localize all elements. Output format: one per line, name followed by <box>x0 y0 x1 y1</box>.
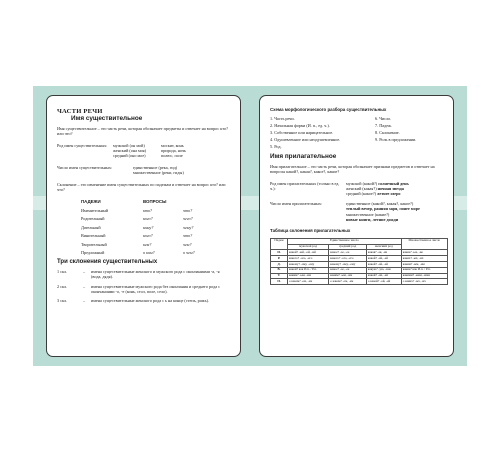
case-q1: кем? <box>143 241 152 247</box>
table-cell: И. <box>271 250 288 256</box>
number-singular: единственное (река, гид) <box>133 164 178 170</box>
adj-number-plural-example: новые книги, летние дожди <box>346 217 399 223</box>
schema-step: 2. Начальная форма (И. п., ед. ч.). <box>270 123 330 129</box>
table-cell: какого? -ого, -его <box>329 256 367 262</box>
declension-dash: – <box>83 298 86 304</box>
declension-3 <box>57 298 232 303</box>
adj-gender-m: мужской (какой?) <box>346 180 378 186</box>
case-q1: кого? <box>143 233 153 239</box>
case-q1: о ком? <box>143 249 155 255</box>
schema-step: 5. Род. <box>270 143 282 149</box>
declension-text: имена существительные мужского рода без окончания и среднего рода с окончаниями -о, -е (конь, стол, поле, село). <box>91 283 221 294</box>
table-header-plural: Множественное число <box>401 238 447 250</box>
cases-table <box>81 198 232 257</box>
table-cell: каким? -ым, -им <box>401 262 447 268</box>
adjective-gender <box>270 181 445 197</box>
table-cell: каким? -ым, -им <box>288 273 329 279</box>
table-cell: какому? -ому, -ему <box>329 262 367 268</box>
table-cell: какой? -ой, -ей <box>366 256 401 262</box>
table-cell: Р. <box>271 256 288 262</box>
case-name: Творительный <box>81 241 107 247</box>
schema-steps <box>270 116 445 150</box>
case-q1: кому? <box>143 224 154 230</box>
table-row <box>271 279 448 285</box>
schema-step: 9. Роль в предложении. <box>375 136 417 142</box>
cases-header: ПАДЕЖИ <box>81 199 101 205</box>
table-cell: какой? -ой, -ей <box>366 273 401 279</box>
table-cell: какое? -ое, -ее <box>329 250 367 256</box>
case-q1: кто? <box>143 207 153 213</box>
declension-2 <box>57 284 232 295</box>
noun-number <box>57 165 232 176</box>
adj-gender-m-example: солнечный день <box>378 180 409 186</box>
table-cell: какую? -ую, -юю <box>366 267 401 273</box>
declension-num: 1 скл. <box>57 268 68 274</box>
declension-dash: – <box>83 268 86 274</box>
adj-number-label: Число имен прилагательных: <box>270 200 323 206</box>
table-cell: какое? -ое, -ее <box>329 267 367 273</box>
noun-definition: Имя существительное – это часть речи, которая обозначает предметы и отвечает на вопрос кто? или что? <box>57 125 228 137</box>
schema-title: Схема морфологического разбора существительных <box>270 107 387 112</box>
declension-text: имена существительные женского рода с ь на конце (степь, рожь). <box>91 298 209 304</box>
adj-gender-f: женский (какая?) <box>346 186 377 192</box>
table-cell: о каком? -ом, -ем <box>288 279 329 285</box>
table-cell: какая? -ая, -яя <box>366 250 401 256</box>
table-header-f: женский род <box>366 244 401 250</box>
questions-header: ВОПРОСЫ <box>143 199 167 205</box>
table-title: Таблица склонения прилагательных <box>270 228 351 234</box>
table-header-n: средний род <box>329 244 367 250</box>
gender-m-example: москит, конь <box>161 142 184 148</box>
case-q2: чему? <box>183 224 194 230</box>
adjective-definition: Имя прилагательное – это часть речи, которая обозначает признаки предметов и отвечает на вопросы какой?, какая?, какое?, какие? <box>270 163 435 175</box>
declension-num: 2 скл. <box>57 283 68 289</box>
table-header-m: мужской род <box>288 244 329 250</box>
number-plural: множественное (реки, гиды) <box>133 170 184 176</box>
adj-gender-n-example: летнее озеро <box>377 191 401 197</box>
case-name: Именительный <box>81 207 108 213</box>
case-q2: чем? <box>183 241 192 247</box>
adj-gender-label: Род имен прилагательных (только в ед. ч.): <box>270 180 340 192</box>
noun-heading: Имя существительное <box>71 115 143 123</box>
table-cell: каким? -ым, -им <box>329 273 367 279</box>
table-cell: о каких? -ых, -их <box>401 279 447 285</box>
declension-num: 3 скл. <box>57 298 68 304</box>
table-header-singular: Единственное число <box>288 238 402 244</box>
declension-definition: Склонение – это изменение имен существительных по падежам и отвечает на вопрос кто? или что? <box>57 181 226 193</box>
adjective-number <box>270 201 445 223</box>
adj-number-singular-example: теплый вечер, ранняя заря, синее море <box>346 206 420 212</box>
table-cell: какими? -ыми, -ими <box>401 273 447 279</box>
table-cell: какой? как И.п. / Р.п. <box>288 267 329 273</box>
case-name: Дательный <box>81 224 101 230</box>
adj-number-singular: единственное (какой?, какая?, какое?) <box>346 200 414 206</box>
case-q1: кого? <box>143 216 153 222</box>
table-cell: какие? как И.п. / Р.п. <box>401 267 447 273</box>
gender-f-example: природа, ночь <box>161 148 186 154</box>
table-cell: какому? -ому, -ему <box>288 262 329 268</box>
declension-dash: – <box>83 283 86 289</box>
table-cell: какие? -ые, -ие <box>401 250 447 256</box>
table-cell: каких? -ых, -их <box>401 256 447 262</box>
case-q2: чего? <box>183 216 193 222</box>
number-label: Число имен существительных: <box>57 164 113 170</box>
gender-n-example: полюс, поле <box>161 153 183 159</box>
declensions-heading: Три склонения существительных <box>57 259 158 266</box>
table-cell: какой? -ый, -ой, -ий <box>288 250 329 256</box>
adj-number-plural: множественное (какие?) <box>346 211 390 217</box>
adj-gender-f-example: ночная звезда <box>377 186 404 192</box>
table-cell: Д. <box>271 262 288 268</box>
table-cell: о какой? -ой, -ей <box>366 279 401 285</box>
table-cell: Т. <box>271 273 288 279</box>
schema-step: 7. Падеж. <box>375 123 392 129</box>
schema-step: 1. Часть речи. <box>270 116 295 122</box>
adjective-heading: Имя прилагательное <box>270 153 337 161</box>
schema-step: 6. Число. <box>375 116 392 122</box>
case-name: Родительный <box>81 216 105 222</box>
right-page <box>259 95 454 357</box>
table-cell: какого? -ого, -его <box>288 256 329 262</box>
declension-text: имена существительные женского и мужского рода с окончаниями -а, -я (вода, дядя). <box>91 268 220 280</box>
gender-f: женский (она моя) <box>113 148 146 154</box>
table-header-case: Падеж <box>271 238 288 250</box>
case-name: Предложный <box>81 249 105 255</box>
gender-label: Род имен существительных: <box>57 142 108 148</box>
case-q2: что? <box>183 233 193 239</box>
table-cell: П. <box>271 279 288 285</box>
case-q2: что? <box>183 207 193 213</box>
case-name: Винительный <box>81 233 106 239</box>
adjective-declension-table <box>270 238 448 285</box>
left-page <box>46 95 241 357</box>
table-cell: о каком? -ом, -ем <box>329 279 367 285</box>
adj-gender-n: средний (какое?) <box>346 191 376 197</box>
schema-step: 8. Склонение. <box>375 130 400 135</box>
schema-step: 4. Одушевленное или неодушевленное. <box>270 136 341 142</box>
page-title: ЧАСТИ РЕЧИ <box>57 108 103 115</box>
gender-m: мужской (он мой) <box>113 142 145 148</box>
gender-n: средний (оно мое) <box>113 153 146 159</box>
case-q2: о чем? <box>183 249 195 255</box>
table-cell: какой? -ой, -ей <box>366 262 401 268</box>
declension-1 <box>57 269 232 280</box>
schema-step: 3. Собственное или нарицательное. <box>270 130 334 135</box>
noun-gender <box>57 143 232 159</box>
table-cell: В. <box>271 267 288 273</box>
